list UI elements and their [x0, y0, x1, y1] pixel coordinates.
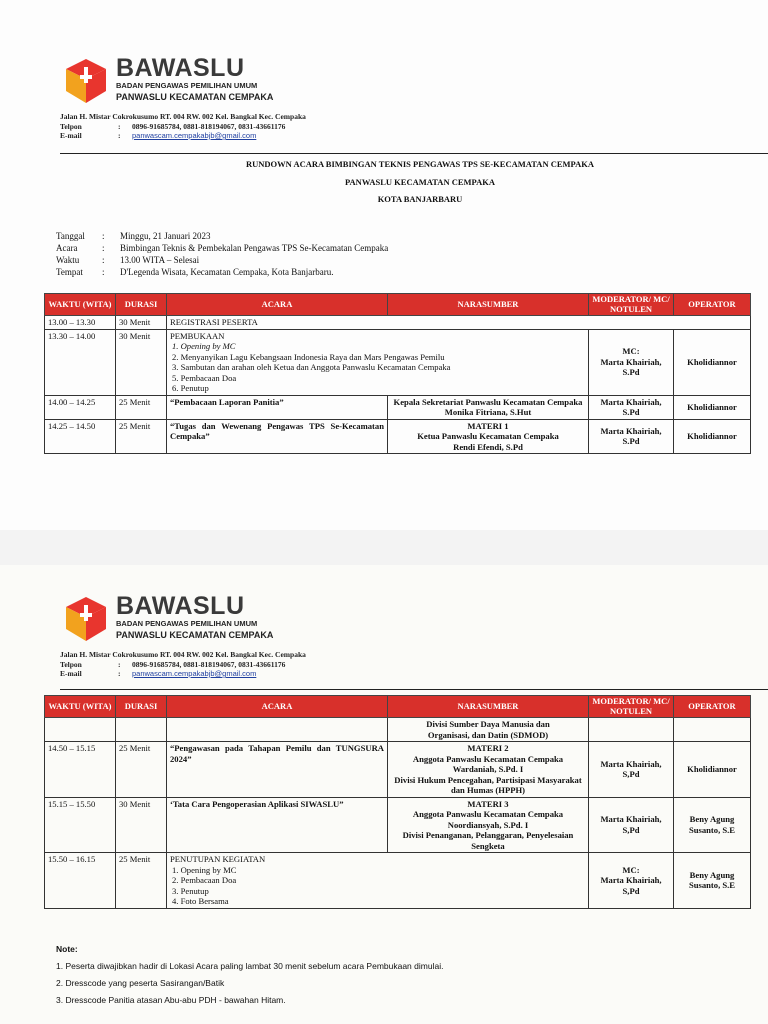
cell-narasumber	[388, 797, 589, 853]
header-durasi: DURASI	[116, 696, 167, 718]
table-row	[45, 395, 751, 419]
cell-acara: “Pembacaan Laporan Panitia”	[167, 395, 388, 419]
rundown-table-1	[44, 293, 751, 454]
cell-durasi: 30 Menit	[116, 797, 167, 853]
event-meta	[56, 230, 388, 278]
meta-label: Waktu	[56, 255, 80, 265]
heading-line-2: PANWASLU KECAMATAN CEMPAKA	[344, 177, 495, 187]
cell-durasi: 30 Menit	[116, 329, 167, 395]
cell-waktu: 13.00 – 13.30	[45, 316, 116, 330]
header-operator: OPERATOR	[674, 696, 751, 718]
cell-operator: Kholidiannor	[674, 395, 751, 419]
note-item: 3. Dresscode Panitia atasan Abu-abu PDH - bawahan Hitam.	[56, 995, 286, 1005]
cell-waktu: 14.25 – 14.50	[45, 419, 116, 454]
header-moderator: MODERATOR/ MC/ NOTULEN	[589, 294, 674, 316]
header-narasumber: NARASUMBER	[388, 294, 589, 316]
cell-moderator: Marta Khairiah, S,Pd	[589, 797, 674, 853]
colon: :	[102, 255, 105, 265]
narasumber-line: Ketua Panwaslu Kecamatan Cempaka	[417, 431, 559, 441]
acara-title: PENUTUPAN KEGIATAN	[170, 854, 266, 864]
notes-section	[56, 941, 443, 1009]
acara-item: 2. Pembacaan Doa	[172, 875, 237, 885]
narasumber-line: Kepala Sekretariat Panwaslu Kecamatan Cempaka	[393, 396, 583, 407]
narasumber-line: Divisi Sumber Daya Manusia dan	[426, 719, 550, 729]
acara-item: 1. Opening by MC	[172, 341, 236, 351]
phone-label: Telpon	[60, 121, 82, 131]
cell-moderator	[589, 329, 674, 395]
cell-narasumber	[388, 395, 589, 419]
cell-operator: Kholidiannor	[674, 742, 751, 798]
cell-waktu: 14.50 – 15.15	[45, 742, 116, 798]
colon: :	[102, 231, 105, 241]
acara-item: 1. Opening by MC	[172, 864, 237, 875]
note-item: 1. Peserta diwajibkan hadir di Lokasi Acara paling lambat 30 menit sebelum acara Pembukaan dimulai.	[56, 961, 444, 971]
acara-item: 3. Sambutan dan arahan oleh Ketua dan Anggota Panwaslu Kecamatan Cempaka	[172, 362, 451, 372]
narasumber-line: Divisi Penanganan, Pelanggaran, Penyelesaian Sengketa	[402, 830, 574, 851]
note-item: 2. Dresscode yang peserta Sasirangan/Batik	[56, 978, 225, 988]
bawaslu-emblem-icon	[60, 55, 112, 107]
narasumber-line: Noordiansyah, S.Pd. I	[447, 819, 529, 830]
meta-value: Bimbingan Teknis & Pembekalan Pengawas TPS Se-Kecamatan Cempaka	[120, 243, 389, 253]
address-line: Jalan H. Mistar Cokrokusumo RT. 004 RW. 002 Kel. Bangkal Kec. Cempaka	[60, 112, 306, 121]
heading-line-1: RUNDOWN ACARA BIMBINGAN TEKNIS PENGAWAS TPS SE-KECAMATAN CEMPAKA	[246, 159, 594, 169]
phone-value: 0896-91685784, 0881-818194067, 0831-43661176	[132, 659, 286, 669]
meta-label: Tempat	[56, 267, 83, 277]
cell-moderator	[589, 853, 674, 909]
cell-durasi: 30 Menit	[116, 316, 167, 330]
narasumber-line: Organisasi, dan Datin (SDMOD)	[427, 729, 549, 740]
rundown-table-2	[44, 695, 751, 909]
header-waktu: WAKTU (WITA)	[45, 294, 116, 316]
cell-operator: Beny Agung Susanto, S.E	[674, 853, 751, 909]
table-row	[45, 797, 751, 853]
cell-operator: Kholidiannor	[674, 329, 751, 395]
cell-durasi: 25 Menit	[116, 419, 167, 454]
cell-operator: Beny Agung Susanto, S.E	[674, 797, 751, 853]
cell-waktu: 13.30 – 14.00	[45, 329, 116, 395]
page-gap	[0, 530, 768, 565]
header-narasumber: NARASUMBER	[388, 696, 589, 718]
cell-durasi: 25 Menit	[116, 853, 167, 909]
cell-moderator: Marta Khairiah, S.Pd	[589, 395, 674, 419]
cell-acara	[167, 329, 589, 395]
logo-title: BAWASLU	[116, 54, 245, 82]
meta-value: Minggu, 21 Januari 2023	[120, 231, 211, 241]
table-row	[45, 316, 751, 330]
colon: :	[118, 121, 121, 131]
narasumber-line: Anggota Panwaslu Kecamatan Cempaka	[412, 753, 564, 764]
cell-waktu: 15.15 – 15.50	[45, 797, 116, 853]
bawaslu-logo	[60, 593, 273, 645]
cell-durasi	[116, 718, 167, 742]
cell-acara	[167, 853, 589, 909]
colon: :	[102, 267, 105, 277]
header-moderator: MODERATOR/ MC/ NOTULEN	[589, 696, 674, 718]
table-header-row	[45, 696, 751, 718]
narasumber-line: Anggota Panwaslu Kecamatan Cempaka	[412, 809, 564, 819]
cell-waktu: 14.00 – 14.25	[45, 395, 116, 419]
cell-durasi: 25 Menit	[116, 395, 167, 419]
table-row	[45, 853, 751, 909]
logo-unit: PANWASLU KECAMATAN CEMPAKA	[116, 630, 274, 640]
email-link[interactable]: panwascam.cempakabjb@gmail.com	[132, 131, 257, 140]
moderator-name: Marta Khairiah, S,Pd	[600, 875, 662, 896]
table-row	[45, 742, 751, 798]
acara-item: 3. Penutup	[172, 885, 209, 896]
cell-moderator	[589, 718, 674, 742]
logo-title: BAWASLU	[116, 592, 245, 620]
cell-narasumber	[388, 419, 589, 454]
email-label: E-mail	[60, 131, 82, 140]
cell-operator	[674, 718, 751, 742]
cell-acara: “Pengawasan pada Tahapan Pemilu dan TUNGSURA 2024”	[167, 742, 388, 798]
cell-moderator: Marta Khairiah, S,Pd	[589, 742, 674, 798]
table-header-row	[45, 294, 751, 316]
meta-value: 13.00 WITA – Selesai	[120, 255, 200, 265]
cell-acara: REGISTRASI PESERTA	[167, 316, 751, 330]
cell-operator: Kholidiannor	[674, 419, 751, 454]
colon: :	[118, 669, 121, 678]
cell-waktu	[45, 718, 116, 742]
heading-line-3: KOTA BANJARBARU	[377, 194, 463, 204]
table-row	[45, 718, 751, 742]
header-waktu: WAKTU (WITA)	[45, 696, 116, 718]
logo-unit: PANWASLU KECAMATAN CEMPAKA	[116, 92, 274, 102]
acara-title: PEMBUKAAN	[170, 330, 225, 341]
cell-acara: “Tugas dan Wewenang Pengawas TPS Se-Kecamatan Cempaka”	[167, 419, 388, 454]
cell-moderator: Marta Khairiah, S.Pd	[589, 419, 674, 454]
meta-value: D'Legenda Wisata, Kecamatan Cempaka, Kota Banjarbaru.	[120, 267, 334, 277]
table-row	[45, 329, 751, 395]
address-line: Jalan H. Mistar Cokrokusumo RT. 004 RW. 002 Kel. Bangkal Kec. Cempaka	[60, 650, 306, 659]
phone-label: Telpon	[60, 659, 82, 669]
narasumber-line: MATERI 3	[467, 798, 509, 809]
table-row	[45, 419, 751, 454]
narasumber-line: Monika Fitriana, S.Hut	[444, 407, 532, 417]
bawaslu-logo	[60, 55, 273, 107]
colon: :	[118, 659, 121, 669]
notes-title: Note:	[56, 944, 78, 954]
narasumber-line: MATERI 2	[467, 743, 509, 753]
acara-item: 5. Pembacaan Doa	[172, 372, 237, 383]
header-acara: ACARA	[167, 294, 388, 316]
narasumber-line: Rendi Efendi, S.Pd	[453, 441, 523, 452]
letterhead-address	[60, 112, 306, 141]
narasumber-line: Divisi Hukum Pencegahan, Partisipasi Masyarakat dan Humas (HPPH)	[394, 774, 582, 795]
narasumber-line: Wardaniah, S.Pd. I	[452, 764, 524, 774]
acara-item: 4. Foto Bersama	[172, 896, 229, 906]
cell-durasi: 25 Menit	[116, 742, 167, 798]
cell-waktu: 15.50 – 16.15	[45, 853, 116, 909]
meta-label: Acara	[56, 243, 78, 253]
mc-label: MC:	[622, 864, 640, 875]
email-label: E-mail	[60, 669, 82, 678]
letterhead-address	[60, 650, 306, 679]
colon: :	[102, 243, 105, 253]
acara-item: 2. Menyanyikan Lagu Kebangsaan Indonesia Raya dan Mars Pengawas Pemilu	[172, 351, 445, 362]
header-rule	[60, 153, 768, 154]
meta-label: Tanggal	[56, 231, 85, 241]
cell-narasumber	[388, 742, 589, 798]
cell-narasumber	[388, 718, 589, 742]
mc-label: MC:	[622, 346, 640, 357]
header-acara: ACARA	[167, 696, 388, 718]
header-rule	[60, 689, 768, 690]
logo-subtitle: BADAN PENGAWAS PEMILIHAN UMUM	[116, 619, 258, 628]
header-durasi: DURASI	[116, 294, 167, 316]
header-operator: OPERATOR	[674, 294, 751, 316]
colon: :	[118, 131, 121, 140]
narasumber-line: MATERI 1	[467, 420, 509, 431]
email-link[interactable]: panwascam.cempakabjb@gmail.com	[132, 669, 257, 678]
moderator-name: Marta Khairiah, S.Pd	[600, 356, 662, 378]
logo-subtitle: BADAN PENGAWAS PEMILIHAN UMUM	[116, 81, 258, 90]
cell-acara: ‘Tata Cara Pengoperasian Aplikasi SIWASLU”	[167, 797, 388, 853]
phone-value: 0896-91685784, 0881-818194067, 0831-43661176	[132, 121, 286, 131]
acara-item: 6. Penutup	[172, 383, 209, 393]
bawaslu-emblem-icon	[60, 593, 112, 645]
cell-acara	[167, 718, 388, 742]
